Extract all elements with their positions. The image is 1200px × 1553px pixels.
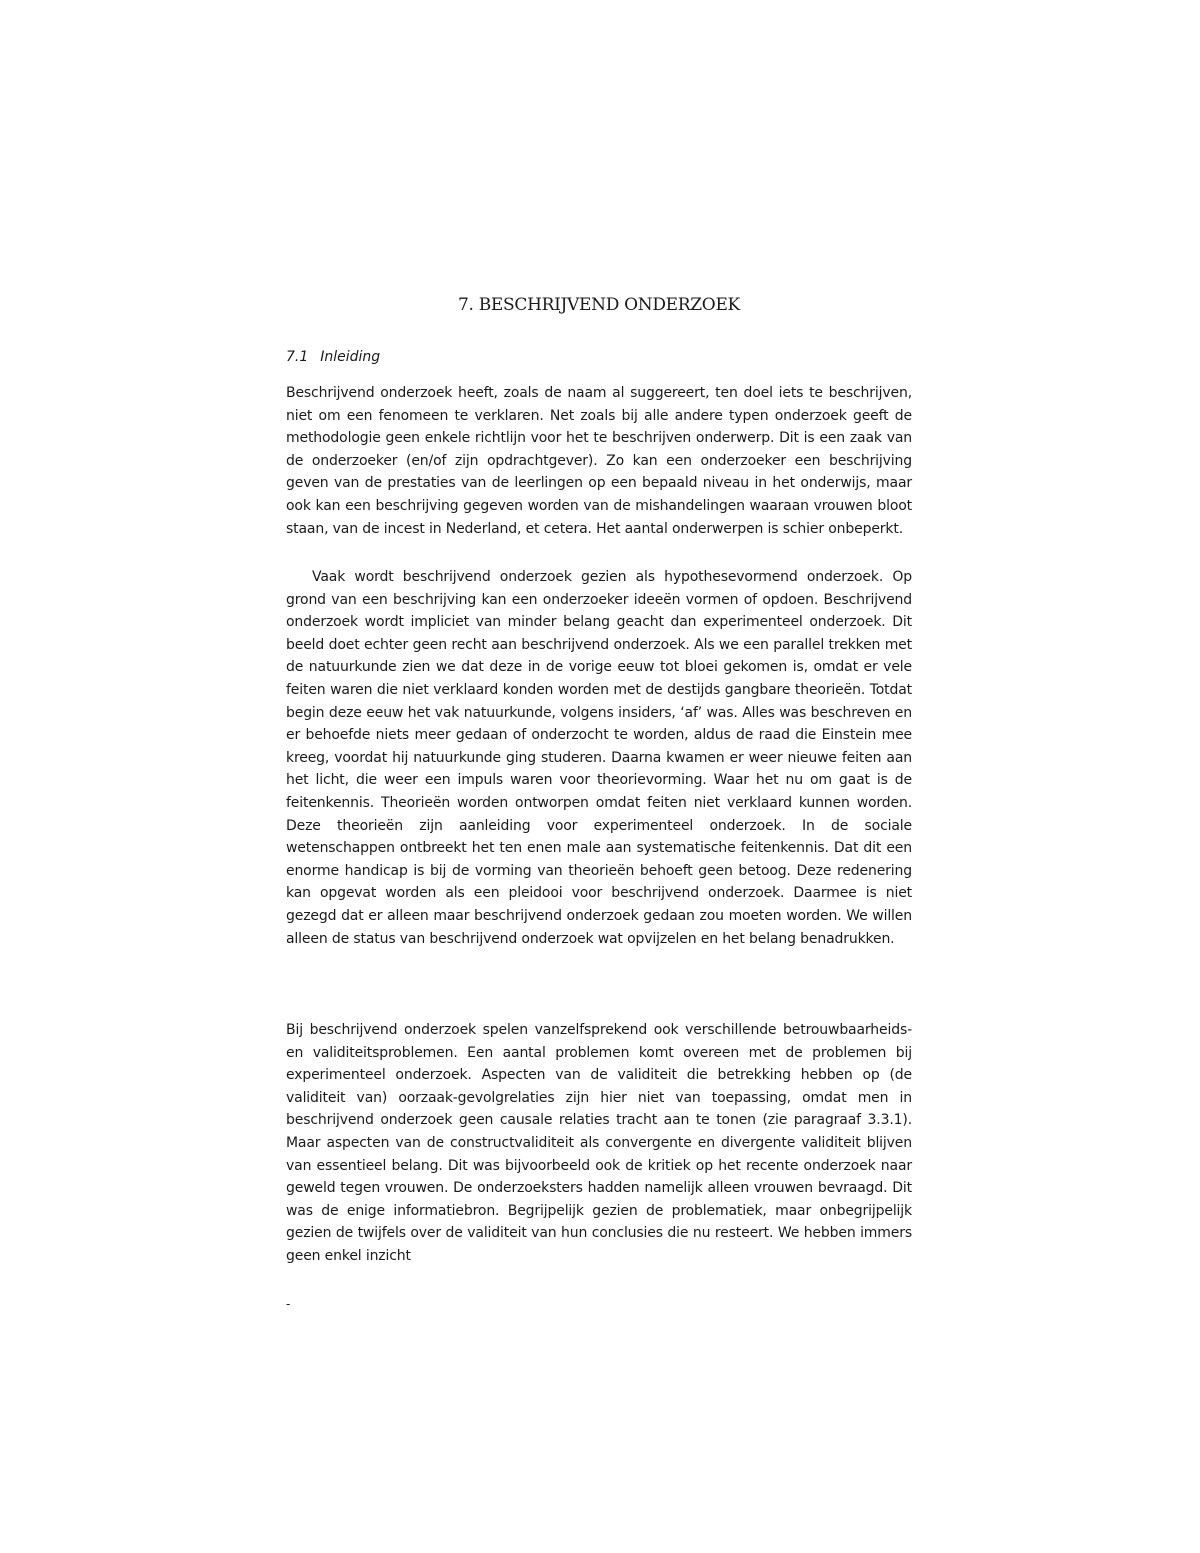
section-number: 7.1: [286, 349, 309, 365]
section-title: Inleiding: [320, 349, 381, 365]
paragraph-3: Bij beschrijvend onderzoek spelen vanzelfsprekend ook verschillende betrouwbaarheids- en validiteitsproblemen. Een aantal problemen komt overeen met de problemen bij experimenteel onderzoek. Aspecten van de validiteit die betrekking hebben op (de validiteit van) oorzaak-gevolgrelaties zijn hier niet van toepassing, omdat men in beschrijvend onderzoek geen causale relaties tracht aan te tonen (zie paragraaf 3.3.1). Maar aspecten van de constructvaliditeit als convergente en divergente validiteit blijven van essentieel belang. Dit was bijvoorbeeld ook de kritiek op het recente onderzoek naar geweld tegen vrouwen. De onderzoeksters hadden namelijk alleen vrouwen bevraagd. Dit was de enige informatiebron. Begrijpelijk gezien de problematiek, maar onbegrijpelijk gezien de twijfels over de validiteit van hun conclusies die nu resteert. We hebben immers geen enkel inzicht: [286, 1022, 912, 1264]
footer-mark: -: [286, 1297, 291, 1311]
paragraph-1: Beschrijvend onderzoek heeft, zoals de naam al suggereert, ten doel iets te beschrijven, niet om een fenomeen te verklaren. Net zoals bij alle andere typen onderzoek geeft de methodologie geen enkele richtlijn voor het te beschrijven onderwerp. Dit is een zaak van de onderzoeker (en/of zijn opdrachtgever). Zo kan een onderzoeker een beschrijving geven van de prestaties van de leerlingen op een bepaald niveau in het onderwijs, maar ook kan een beschrijving gegeven worden van de mishandelingen waaraan vrouwen bloot staan, van de incest in Nederland, et cetera. Het aantal onderwerpen is schier onbeperkt.: [286, 385, 912, 537]
paragraph-2: Vaak wordt beschrijvend onderzoek gezien als hypothesevormend onderzoek. Op grond van een beschrijving kan een onderzoeker ideeën vormen of opdoen. Beschrijvend onderzoek wordt impliciet van minder belang geacht dan experimenteel onderzoek. Dit beeld doet echter geen recht aan beschrijvend onderzoek. Als we een parallel trekken met de natuurkunde zien we dat deze in de vorige eeuw tot bloei gekomen is, omdat er vele feiten waren die niet verklaard konden worden met de destijds gangbare theorieën. Totdat begin deze eeuw het vak natuurkunde, volgens insiders, ‘af’ was. Alles was beschreven en er behoefde niets meer gedaan of onderzocht te worden, aldus de raad die Einstein mee kreeg, voordat hij natuurkunde ging studeren. Daarna kwamen er weer nieuwe feiten aan het licht, die weer een impuls waren voor theorievorming. Waar het nu om gaat is de feitenkennis. Theorieën worden ontworpen omdat feiten niet verklaard kunnen worden. Deze theorieën zijn aanleiding voor experimenteel onderzoek. In de sociale wetenschappen ontbreekt het ten enen male aan systematische feitenkennis. Dat dit een enorme handicap is bij de vorming van theorieën behoeft geen betoog. Deze redenering kan opgevat worden als een pleidooi voor beschrijvend onderzoek. Daarmee is niet gezegd dat er alleen maar beschrijvend onderzoek gedaan zou moeten worden. We willen alleen de status van beschrijvend onderzoek wat opvijzelen en het belang benadrukken.: [286, 569, 912, 947]
chapter-title: 7. BESCHRIJVEND ONDERZOEK: [458, 295, 740, 315]
section-heading: [286, 349, 380, 365]
